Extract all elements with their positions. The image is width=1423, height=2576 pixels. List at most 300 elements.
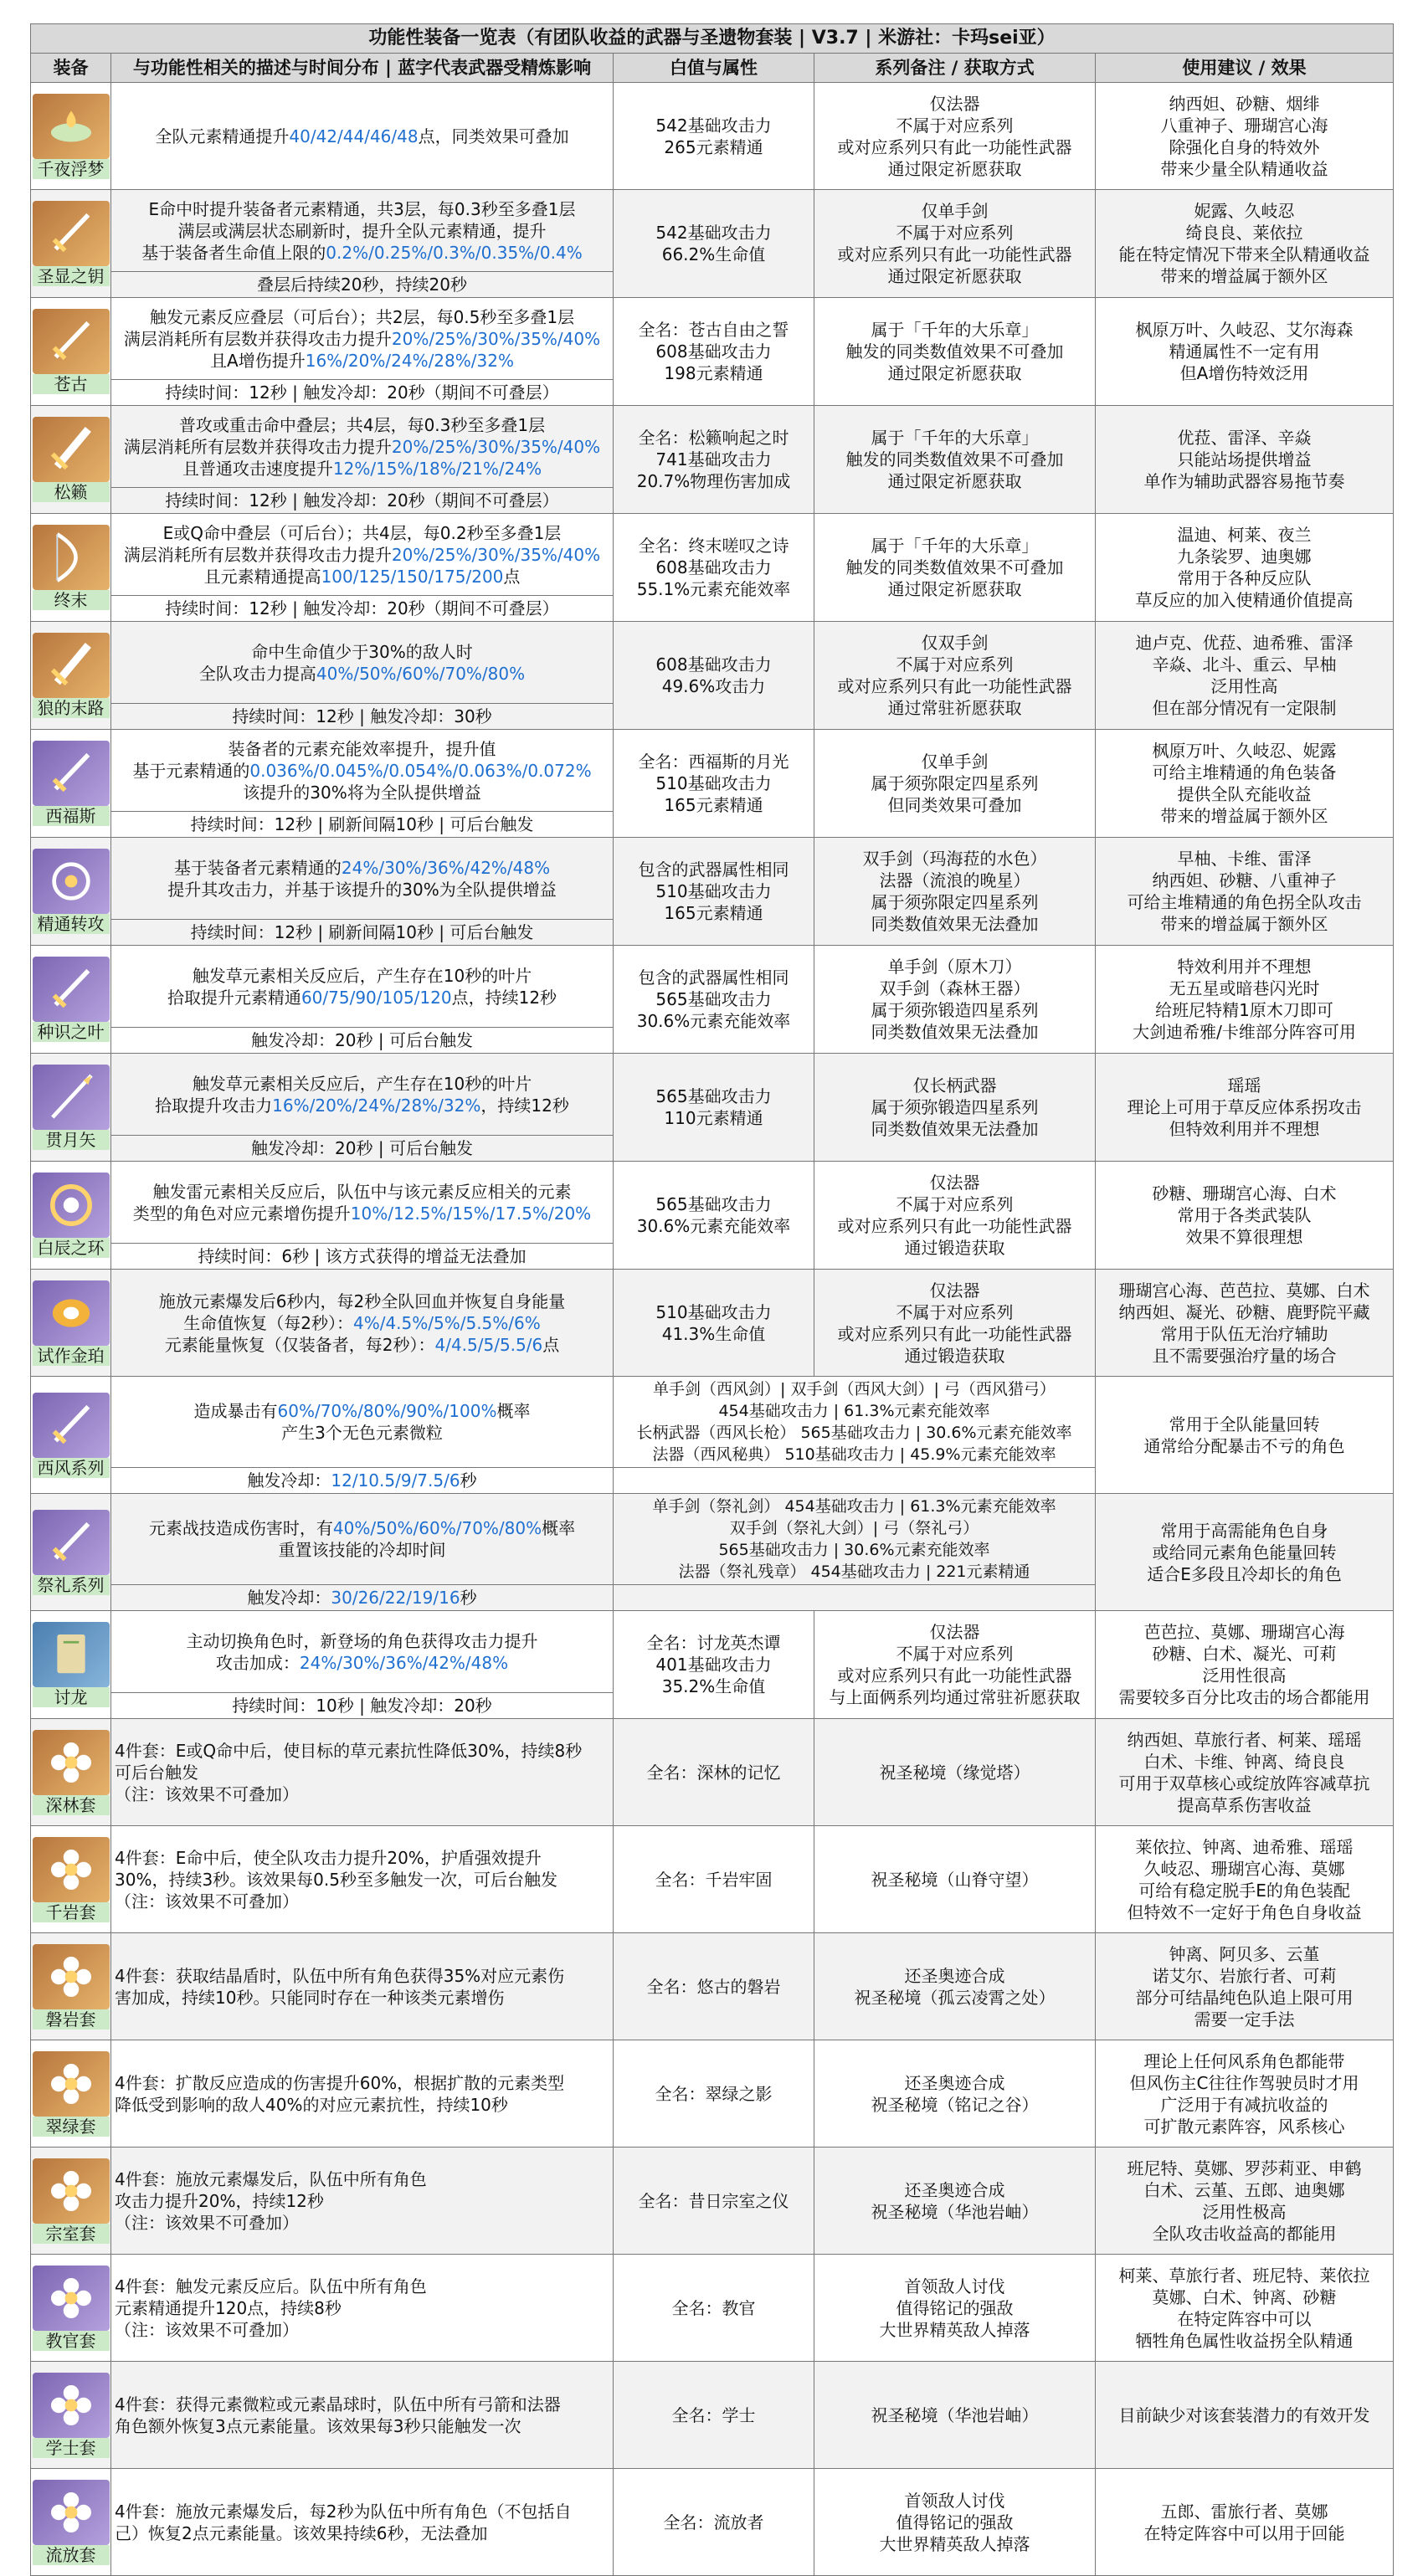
bow-icon — [33, 525, 110, 590]
header-stats: 白值与属性 — [614, 54, 814, 83]
amber-icon — [33, 1280, 110, 1346]
equipment-name: 千岩套 — [33, 1902, 110, 1922]
stats-line: 全名：流放者 — [663, 2512, 764, 2532]
description-cell — [111, 1611, 614, 1693]
description-cell — [111, 1270, 614, 1377]
use-line: 常用于队伍无治疗辅助 — [1160, 1323, 1328, 1344]
stats-cell — [614, 730, 814, 838]
text-segment: 且A增伤提升 — [210, 350, 306, 371]
notes-line: 或对应系列只有此一功能性武器 — [837, 676, 1072, 696]
use-line: 辛焱、北斗、重云、早柚 — [1152, 654, 1337, 675]
text-segment: 类型的角色对应元素增伤提升 — [132, 1203, 351, 1224]
equipment-cell — [31, 2469, 111, 2576]
equipment-cell — [31, 1933, 111, 2040]
equipment-table-wrapper — [30, 23, 1393, 2576]
description-cell — [111, 2362, 614, 2469]
notes-line: 触发的同类数值效果不可叠加 — [845, 449, 1064, 470]
equipment-cell — [31, 1054, 111, 1162]
use-line: 枫原万叶、久岐忍、妮露 — [1152, 741, 1337, 761]
text-segment: 造成暴击有 — [193, 1401, 278, 1421]
stats-line: 41.3%生命值 — [661, 1323, 766, 1344]
stats-cell — [614, 2469, 814, 2576]
text-segment: 40%/50%/60%/70%/80% — [332, 1518, 542, 1538]
notes-line: 仅双手剑 — [921, 633, 989, 653]
use-line: 可给主堆精通的角色拐全队攻击 — [1127, 892, 1362, 912]
time-cell: 持续时间：10秒 | 触发冷却：20秒 — [111, 1693, 614, 1719]
usage-cell — [1096, 1162, 1394, 1270]
equipment-name: 祭礼系列 — [33, 1575, 110, 1595]
usage-cell — [1096, 406, 1394, 514]
use-line: 可给主堆精通的角色装备 — [1152, 762, 1337, 783]
equipment-name: 圣显之钥 — [33, 266, 110, 286]
stats-line: 全名：讨龙英杰谭 — [646, 1633, 781, 1653]
stats-line: 198元素精通 — [664, 363, 763, 383]
use-line: 莱依拉、钟离、迪希雅、瑶瑶 — [1135, 1836, 1354, 1857]
equipment-cell — [31, 1270, 111, 1377]
usage-cell — [1096, 1270, 1394, 1377]
text-segment: 触发元素反应叠层（可后台）；共2层，每0.5秒至多叠1层 — [149, 306, 575, 327]
text-segment: 点 — [503, 566, 521, 587]
stats-line: 265元素精通 — [664, 136, 763, 157]
use-line: 带来的增益属于额外区 — [1160, 806, 1328, 826]
text-segment: 该提升的30%将为全队提供增益 — [243, 782, 481, 803]
stats-line: 110元素精通 — [664, 1108, 763, 1128]
notes-line: 首领敌人讨伐 — [904, 2490, 1005, 2511]
use-line: 绮良良、莱依拉 — [1185, 223, 1303, 243]
usage-cell — [1096, 946, 1394, 1054]
description-cell — [111, 2255, 614, 2362]
description-cell — [111, 1162, 614, 1244]
stats-line: 608基础攻击力 — [655, 341, 772, 362]
text-segment: 元素能量恢复（仅装备者，每2秒）： — [164, 1334, 435, 1355]
notes-line: 祝圣秘境（华池岩岫） — [871, 2201, 1039, 2222]
time-cell: 叠层后持续20秒，持续20秒 — [111, 272, 614, 298]
stats-cell — [614, 1933, 814, 2040]
notes-line: 触发的同类数值效果不可叠加 — [845, 557, 1064, 577]
notes-cell — [814, 730, 1096, 838]
notes-line: 与上面俩系列均通过常驻祈愿获取 — [829, 1687, 1081, 1707]
description-line: （注：该效果不可叠加） — [115, 1891, 299, 1911]
description-line: 30%，持续3秒。该效果每0.5秒至多触发一次，可后台触发 — [115, 1869, 557, 1890]
use-line: 常用于各类武装队 — [1177, 1205, 1312, 1225]
stats-line: 165元素精通 — [664, 795, 763, 815]
ring-icon — [33, 1173, 110, 1238]
weapon-series-line: 565基础攻击力 | 30.6%元素充能效率 — [718, 1541, 990, 1559]
stats-cell — [614, 83, 814, 190]
notes-line: 属于须弥锻造四星系列 — [871, 1000, 1039, 1020]
text-segment: 基于元素精通的 — [132, 760, 250, 781]
text-segment: 24%/30%/36%/42%/48% — [341, 857, 551, 878]
text-segment: E或Q命中叠层（可后台）；共4层，每0.2秒至多叠1层 — [162, 522, 562, 543]
description-cell — [111, 2040, 614, 2148]
stats-cell — [614, 1611, 814, 1719]
text-segment: 施放元素爆发后6秒内，每2秒全队回血并恢复自身能量 — [158, 1291, 566, 1311]
text-segment: 60%/70%/80%/90%/100% — [277, 1401, 497, 1421]
flower-icon — [33, 1730, 110, 1795]
text-segment: 12/10.5/9/7.5/6 — [331, 1470, 460, 1491]
text-segment: 基于装备者生命值上限的 — [141, 242, 326, 263]
stats-line: 全名：深林的记忆 — [646, 1762, 781, 1783]
stats-line: 55.1%元素充能效率 — [636, 579, 791, 599]
text-segment: 全队元素精通提升 — [155, 126, 290, 146]
use-line: 理论上任何风系角色都能带 — [1143, 2050, 1345, 2071]
notes-line: 不属于对应系列 — [896, 1301, 1014, 1322]
stats-cell — [614, 2362, 814, 2469]
text-segment: ，持续12秒 — [480, 1095, 569, 1116]
stats-line: 510基础攻击力 — [655, 881, 772, 901]
flower-icon — [33, 2051, 110, 2117]
equipment-cell — [31, 190, 111, 298]
notes-line: 通过限定祈愿获取 — [887, 158, 1022, 179]
notes-line: 还圣奥迹合成 — [904, 2179, 1005, 2200]
notes-cell — [814, 1719, 1096, 1826]
use-line: 早柚、卡维、雷泽 — [1177, 849, 1312, 869]
notes-line: 祝圣秘境（山脊守望） — [871, 1869, 1039, 1890]
notes-line: 不属于对应系列 — [896, 115, 1014, 136]
header-notes: 系列备注 / 获取方式 — [814, 54, 1096, 83]
notes-line: 法器（流浪的晚星） — [879, 870, 1030, 890]
use-line: 可扩散元素阵容，风系核心 — [1143, 2116, 1345, 2137]
notes-line: 属于须弥限定四星系列 — [871, 773, 1039, 793]
use-line: 九条裟罗、迪奥娜 — [1177, 547, 1312, 567]
stats-line: 542基础攻击力 — [655, 223, 772, 243]
use-line: 或给同元素角色能量回转 — [1152, 1542, 1337, 1563]
stats-line: 30.6%元素充能效率 — [636, 1011, 791, 1031]
flower-icon — [33, 2158, 110, 2224]
time-cell: 持续时间：12秒 | 触发冷却：20秒（期间不可叠层） — [111, 596, 614, 622]
sword-icon — [33, 1393, 110, 1458]
text-segment: 普攻或重击命中叠层；共4层，每0.3秒至多叠1层 — [178, 414, 546, 435]
text-segment: 触发冷却： — [247, 1470, 331, 1491]
description-cell — [111, 190, 614, 272]
text-segment: 12%/15%/18%/21%/24% — [332, 458, 542, 479]
text-segment: 主动切换角色时，新登场的角色获得攻击力提升 — [186, 1630, 538, 1651]
time-cell: 持续时间：12秒 | 刷新间隔10秒 | 可后台触发 — [111, 812, 614, 838]
use-line: 泛用性极高 — [1202, 2201, 1287, 2222]
equipment-name: 学士套 — [33, 2438, 110, 2458]
notes-cell — [814, 2255, 1096, 2362]
description-line: （注：该效果不可叠加） — [115, 2319, 299, 2340]
sword-icon — [33, 201, 110, 266]
description-cell — [111, 2469, 614, 2576]
sword-icon — [33, 309, 110, 374]
equipment-name: 千夜浮梦 — [33, 159, 110, 179]
description-cell — [111, 298, 614, 380]
use-line: 常用于各种反应队 — [1177, 568, 1312, 588]
notes-line: 通过锻造获取 — [904, 1345, 1005, 1366]
text-segment: 触发冷却： — [247, 1588, 331, 1608]
use-line: 莫娜、白术、钟离、砂糖 — [1152, 2286, 1337, 2307]
notes-line: 通过限定祈愿获取 — [887, 471, 1022, 491]
text-segment: 16%/20%/24%/28%/32% — [305, 350, 514, 371]
equipment-cell — [31, 1611, 111, 1719]
description-line: 4件套：施放元素爆发后，每2秒为队伍中所有角色（不包括自 — [115, 2501, 572, 2522]
notes-line: 还圣奥迹合成 — [904, 2072, 1005, 2093]
text-segment: 提升其攻击力，并基于该提升的30%为全队提供增益 — [167, 879, 557, 900]
use-line: 适合E多段且冷却长的角色 — [1147, 1563, 1342, 1584]
notes-line: 祝圣秘境（缘觉塔） — [879, 1762, 1030, 1783]
stats-line: 20.7%物理伤害加成 — [636, 471, 791, 491]
description-line: （注：该效果不可叠加） — [115, 2212, 299, 2233]
description-cell — [111, 406, 614, 488]
use-line: 泛用性高 — [1210, 676, 1278, 696]
notes-line: 大世界精英敌人掉落 — [879, 2319, 1030, 2340]
claymore-icon — [33, 417, 110, 482]
use-line: 妮露、久岐忍 — [1194, 201, 1295, 221]
stats-cell — [614, 622, 814, 730]
notes-line: 不属于对应系列 — [896, 1644, 1014, 1664]
flower-icon — [33, 2266, 110, 2331]
weapon-series-line: 法器（西风秘典） 510基础攻击力 | 45.9%元素充能效率 — [652, 1445, 1056, 1464]
notes-line: 仅单手剑 — [921, 201, 989, 221]
use-line: 芭芭拉、莫娜、珊瑚宫心海 — [1143, 1622, 1345, 1642]
notes-line: 不属于对应系列 — [896, 1194, 1014, 1214]
equipment-name: 讨龙 — [33, 1687, 110, 1707]
stats-line: 全名：千岩牢固 — [655, 1869, 773, 1890]
stats-line: 565基础攻击力 — [655, 1194, 772, 1214]
text-segment: 装备者的元素充能效率提升，提升值 — [228, 738, 496, 759]
header-description: 与功能性相关的描述与时间分布 | 蓝字代表武器受精炼影响 — [111, 54, 614, 83]
description-cell — [111, 1054, 614, 1136]
use-line: 常用于全队能量回转 — [1169, 1414, 1320, 1434]
use-line: 除强化自身的特效外 — [1169, 136, 1320, 157]
description-line: 攻击力提升20%，持续12秒 — [115, 2190, 324, 2211]
use-line: 诺艾尔、岩旅行者、可莉 — [1152, 1965, 1337, 1986]
notes-line: 通过锻造获取 — [904, 1238, 1005, 1258]
notes-cell — [814, 838, 1096, 946]
equipment-cell — [31, 730, 111, 838]
usage-cell — [1096, 2469, 1394, 2576]
notes-line: 通过限定祈愿获取 — [887, 579, 1022, 599]
equipment-name: 贯月矢 — [33, 1130, 110, 1150]
stats-line: 全名：昔日宗室之仪 — [638, 2190, 789, 2211]
text-segment: 40/42/44/46/48 — [289, 126, 419, 146]
stats-line: 全名：翠绿之影 — [655, 2083, 773, 2104]
flower-icon — [33, 2480, 110, 2545]
weapon-series-line: 双手剑（祭礼大剑）| 弓（祭礼弓） — [729, 1519, 979, 1537]
equipment-cell — [31, 2255, 111, 2362]
header-usage: 使用建议 / 效果 — [1096, 54, 1394, 83]
weapon-series-line: 法器（祭礼残章） 454基础攻击力 | 221元素精通 — [678, 1563, 1030, 1581]
use-line: 常用于高需能角色自身 — [1160, 1520, 1328, 1541]
notes-line: 通过限定祈愿获取 — [887, 363, 1022, 383]
text-segment: 触发草元素相关反应后，产生存在10秒的叶片 — [192, 1073, 532, 1094]
usage-cell — [1096, 1933, 1394, 2040]
notes-cell — [814, 190, 1096, 298]
stats-line: 全名：终末嗟叹之诗 — [638, 536, 789, 556]
sword-icon — [33, 741, 110, 806]
stats-line: 全名：松籁响起之时 — [638, 428, 789, 448]
use-line: 提供全队充能收益 — [1177, 784, 1312, 804]
use-line: 纳西妲、砂糖、烟绯 — [1169, 93, 1320, 114]
equipment-name: 深林套 — [33, 1795, 110, 1815]
text-segment: 且元素精通提高 — [203, 566, 321, 587]
usage-cell — [1096, 1494, 1394, 1611]
use-line: 在特定阵容中可以 — [1177, 2308, 1312, 2329]
stats-cell — [614, 1270, 814, 1377]
use-line: 纳西妲、凝光、砂糖、鹿野院平藏 — [1118, 1301, 1370, 1322]
text-segment: 满层消耗所有层数并获得攻击力提升 — [123, 328, 392, 349]
equipment-name: 白辰之环 — [33, 1238, 110, 1258]
notes-line: 属于须弥锻造四星系列 — [871, 1097, 1039, 1117]
use-line: 草反应的加入使精通价值提高 — [1135, 590, 1354, 610]
stats-line: 包含的武器属性相同 — [638, 860, 789, 880]
equipment-cell — [31, 1494, 111, 1611]
stats-cell — [614, 1162, 814, 1270]
description-line: 角色额外恢复3点元素能量。该效果每3秒只能触发一次 — [115, 2415, 521, 2436]
notes-cell — [814, 1270, 1096, 1377]
notes-line: 还圣奥迹合成 — [904, 1965, 1005, 1986]
sword-icon — [33, 1510, 110, 1575]
notes-cell — [814, 1162, 1096, 1270]
text-segment: 拾取提升攻击力 — [155, 1095, 273, 1116]
usage-cell — [1096, 2148, 1394, 2255]
notes-cell — [814, 514, 1096, 622]
use-line: 白术、卡维、钟离、绮良良 — [1143, 1751, 1345, 1772]
use-line: 五郎、雷旅行者、莫娜 — [1160, 2501, 1328, 2522]
use-line: 广泛用于有减抗收益的 — [1160, 2094, 1328, 2115]
use-line: 但A增伤特效泛用 — [1179, 363, 1309, 383]
time-cell: 持续时间：12秒 | 触发冷却：30秒 — [111, 704, 614, 730]
stats-line: 30.6%元素充能效率 — [636, 1216, 791, 1236]
use-line: 特效利用并不理想 — [1177, 957, 1312, 977]
notes-cell — [814, 2040, 1096, 2148]
equipment-cell — [31, 1162, 111, 1270]
equipment-cell — [31, 838, 111, 946]
equipment-name: 流放套 — [33, 2545, 110, 2565]
notes-cell — [814, 1611, 1096, 1719]
text-segment: 4/4.5/5/5.5/6 — [434, 1334, 543, 1355]
notes-line: 通过限定祈愿获取 — [887, 266, 1022, 286]
notes-line: 或对应系列只有此一功能性武器 — [837, 1216, 1072, 1236]
claymore-icon — [33, 633, 110, 698]
description-cell — [111, 730, 614, 812]
text-segment: 秒 — [460, 1588, 477, 1608]
notes-line: 同类数值效果无法叠加 — [871, 914, 1039, 934]
use-line: 枫原万叶、久岐忍、艾尔海森 — [1135, 320, 1354, 340]
description-line: 4件套：施放元素爆发后，队伍中所有角色 — [115, 2168, 427, 2189]
notes-line: 同类数值效果无法叠加 — [871, 1022, 1039, 1042]
text-segment: E命中时提升装备者元素精通，共3层，每0.3秒至多叠1层 — [148, 198, 576, 219]
stats-line: 608基础攻击力 — [655, 654, 772, 675]
description-line: 4件套：E命中后，使全队攻击力提升20%，护盾强效提升 — [115, 1847, 542, 1868]
stats-line: 165元素精通 — [664, 903, 763, 923]
text-segment: 触发雷元素相关反应后，队伍中与该元素反应相关的元素 — [152, 1181, 572, 1202]
use-line: 砂糖、白术、凝光、可莉 — [1152, 1644, 1337, 1664]
use-line: 单作为辅助武器容易拖节奏 — [1143, 471, 1345, 491]
description-cell — [111, 514, 614, 596]
notes-line: 或对应系列只有此一功能性武器 — [837, 1665, 1072, 1686]
description-cell — [111, 1719, 614, 1826]
notes-line: 属于「千年的大乐章」 — [871, 536, 1039, 556]
text-segment: 满层消耗所有层数并获得攻击力提升 — [123, 544, 392, 565]
notes-line: 通过常驻祈愿获取 — [887, 698, 1022, 718]
description-line: 4件套：扩散反应造成的伤害提升60%，根据扩散的元素类型 — [115, 2072, 565, 2093]
usage-cell — [1096, 1826, 1394, 1933]
time-cell: 持续时间：12秒 | 触发冷却：20秒（期间不可叠层） — [111, 380, 614, 406]
stats-line: 49.6%攻击力 — [661, 676, 766, 696]
time-cell: 持续时间：12秒 | 刷新间隔10秒 | 可后台触发 — [111, 920, 614, 946]
stats-line: 510基础攻击力 — [655, 1301, 772, 1322]
notes-cell — [814, 2148, 1096, 2255]
notes-cell — [814, 298, 1096, 406]
equipment-name: 西福斯 — [33, 806, 110, 826]
stats-line: 542基础攻击力 — [655, 115, 772, 136]
use-line: 带来的增益属于额外区 — [1160, 266, 1328, 286]
usage-cell — [1096, 190, 1394, 298]
book-icon — [33, 1622, 110, 1687]
stats-line: 全名：苍古自由之誓 — [638, 320, 789, 340]
text-segment: 基于装备者元素精通的 — [173, 857, 342, 878]
notes-line: 属于「千年的大乐章」 — [871, 320, 1039, 340]
notes-line: 仅法器 — [929, 93, 980, 114]
usage-cell — [1096, 622, 1394, 730]
notes-cell — [814, 1826, 1096, 1933]
usage-cell — [1096, 1054, 1394, 1162]
text-segment: 拾取提升元素精通 — [167, 987, 301, 1008]
use-line: 牺牲角色属性收益拐全队精通 — [1135, 2330, 1354, 2351]
use-line: 温迪、柯莱、夜兰 — [1177, 525, 1312, 545]
description-line: （注：该效果不可叠加） — [115, 1783, 299, 1804]
text-segment: 触发草元素相关反应后，产生存在10秒的叶片 — [192, 965, 532, 986]
stats-line: 全名：悠古的磐岩 — [646, 1976, 781, 1997]
sword-icon — [33, 957, 110, 1022]
notes-line: 属于须弥限定四星系列 — [871, 892, 1039, 912]
flower-icon — [33, 2373, 110, 2438]
description-cell — [111, 1494, 614, 1585]
equipment-cell — [31, 298, 111, 406]
stats-line: 35.2%生命值 — [661, 1676, 766, 1696]
text-segment: 满层消耗所有层数并获得攻击力提升 — [123, 436, 392, 457]
use-line: 全队攻击收益高的都能用 — [1152, 2223, 1337, 2244]
description-cell — [111, 838, 614, 920]
usage-cell — [1096, 838, 1394, 946]
use-line: 通常给分配暴击不亏的角色 — [1143, 1435, 1345, 1456]
text-segment: 20%/25%/30%/35%/40% — [391, 328, 601, 349]
text-segment: 产生3个无色元素微粒 — [281, 1423, 443, 1443]
use-line: 效果不算很理想 — [1185, 1227, 1303, 1247]
text-segment: 生命值恢复（每2秒）： — [183, 1312, 353, 1333]
description-line: 4件套：获取结晶盾时，队伍中所有角色获得35%对应元素伤 — [115, 1965, 565, 1986]
equipment-name: 种识之叶 — [33, 1022, 110, 1042]
stats-line: 66.2%生命值 — [661, 244, 766, 264]
usage-cell — [1096, 2255, 1394, 2362]
stats-line: 608基础攻击力 — [655, 557, 772, 577]
weapon-series-line: 单手剑（西风剑）| 双手剑（西风大剑）| 弓（西风猎弓） — [653, 1380, 1056, 1398]
text-segment: 且普通攻击速度提升 — [182, 458, 333, 479]
use-line: 纳西妲、草旅行者、柯莱、瑶瑶 — [1127, 1729, 1362, 1750]
use-line: 迪卢克、优菈、迪希雅、雷泽 — [1135, 633, 1354, 653]
equipment-cell — [31, 946, 111, 1054]
notes-line: 或对应系列只有此一功能性武器 — [837, 136, 1072, 157]
notes-line: 或对应系列只有此一功能性武器 — [837, 244, 1072, 264]
notes-line: 大世界精英敌人掉落 — [879, 2533, 1030, 2554]
description-cell — [111, 2148, 614, 2255]
text-segment: 100/125/150/175/200 — [321, 566, 504, 587]
notes-line: 不属于对应系列 — [896, 654, 1014, 675]
notes-line: 值得铭记的强敌 — [896, 2297, 1014, 2318]
equipment-name: 终末 — [33, 590, 110, 610]
stats-line: 全名：西福斯的月光 — [638, 752, 789, 772]
equipment-name: 精通转攻 — [33, 914, 110, 934]
use-line: 带来少量全队精通收益 — [1160, 158, 1328, 179]
notes-line: 或对应系列只有此一功能性武器 — [837, 1323, 1072, 1344]
text-segment: 点，持续12秒 — [451, 987, 557, 1008]
text-segment: 30/26/22/19/16 — [331, 1588, 460, 1608]
notes-cell — [814, 83, 1096, 190]
description-line: 4件套：触发元素反应后。队伍中所有角色 — [115, 2276, 427, 2296]
notes-line: 仅长柄武器 — [912, 1075, 997, 1096]
